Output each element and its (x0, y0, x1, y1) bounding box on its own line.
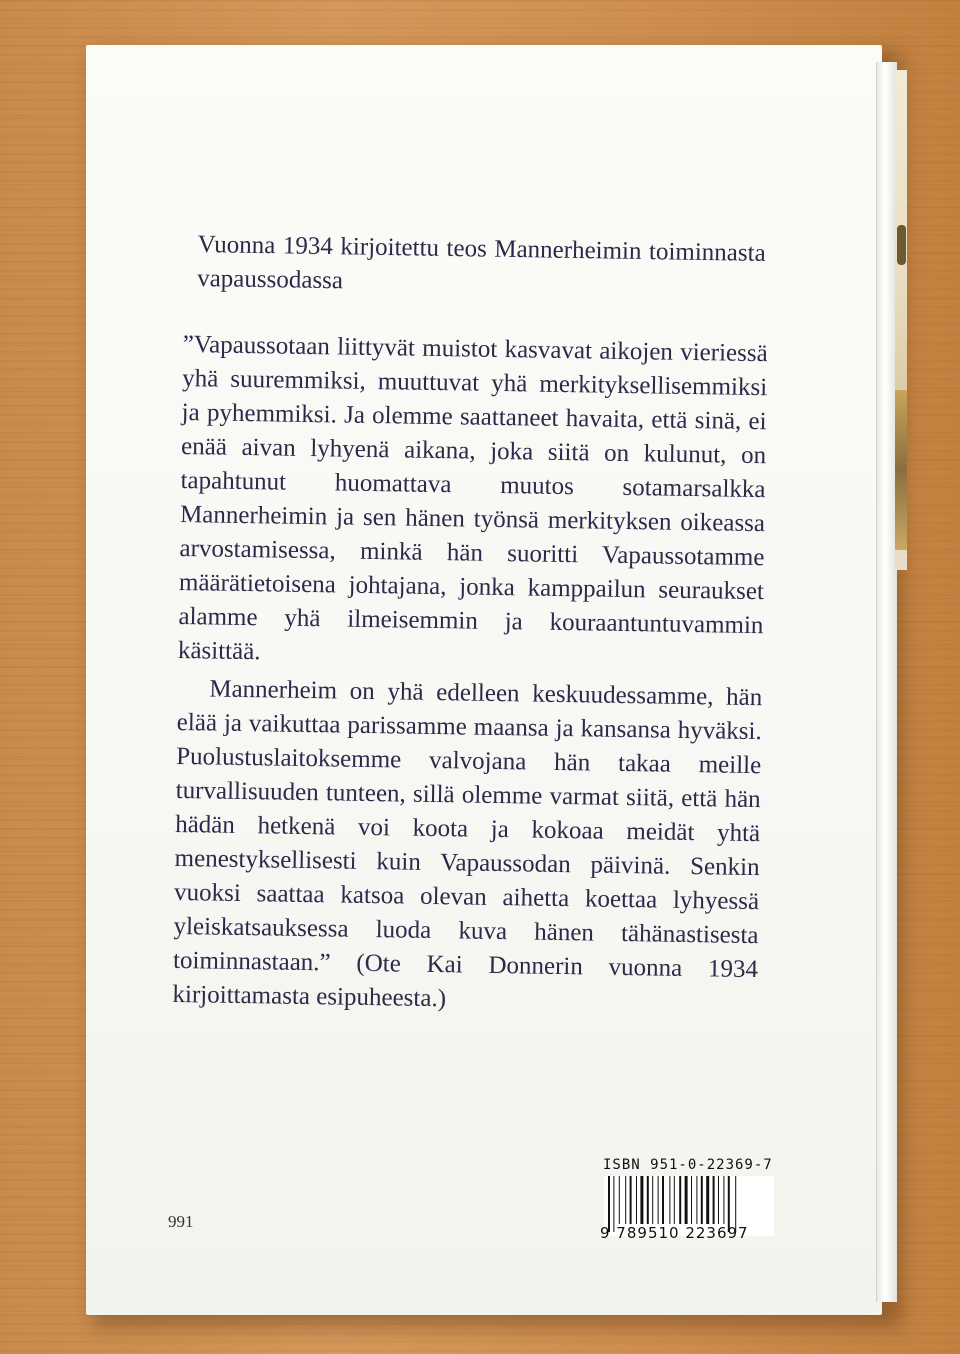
intro-text: Vuonna 1934 kirjoitettu teos Mannerheimin toiminnasta vapaussodassa (196, 230, 766, 295)
quote-block (172, 328, 768, 1021)
barcode-bar (630, 1176, 632, 1224)
barcode-bar (674, 1176, 675, 1224)
book-spine-edge (876, 62, 897, 1302)
quote-paragraph-1: ”Vapaussotaan liittyvät muistot kasvavat aikojen vieriessä yhä suuremmiksi, muuttuvat yhä merkityksellisemmiksi ja pyhemmiksi. Ja olemme saattaneet havaita, että sinä, ei enää aivan lyhyenä aikana, joka siitä on kulunut, on tapahtunut huomattava muutos sotamarsalkka Mannerheimin ja sen hänen työnsä merkityksen oikeassa arvostamisessa, minkä hän suoritti Vapaussotamme määrätietoisena johtajana, jonka kamppailun seuraukset alamme yhä ilmeisemmin ja kouraantuntuvammin käsittää. (177, 330, 768, 666)
barcode-bar (718, 1176, 719, 1224)
barcode-bar (713, 1176, 715, 1224)
barcode-bar (652, 1176, 653, 1224)
barcode-bar (619, 1176, 620, 1224)
barcode-bar (636, 1176, 637, 1224)
isbn-label: ISBN 951-0-22369-7 (603, 1157, 773, 1173)
barcode-bar (640, 1176, 643, 1224)
barcode-bar (701, 1176, 703, 1224)
barcode-bar (679, 1176, 681, 1224)
barcode-bar (706, 1176, 709, 1224)
product-code: 991 (168, 1212, 194, 1231)
quote-paragraph-2: Mannerheim on yhä edelleen keskuudessamme, hän elää ja vaikuttaa parissamme maansa ja kansansa hyväksi. Puolustuslaitoksemme valvojana hän takaa meille turvallisuuden tunteen, sillä olemme varmat siitä, että hän hädän hetkenä voi koota ja kokoaa meidät yhtä menestyksellisesti kuin Vapaussodan päivinä. Senkin vuoksi saattaa katsoa olevan aihetta koettaa lyhyessä yleiskatsauksessa luoda kuva hänen tähänastisesta toiminnastaan.” (Ote Kai Donnerin vuonna 1934 kirjoittamasta esipuheesta.) (172, 675, 763, 1013)
barcode-bar (685, 1176, 688, 1224)
barcode-bar (647, 1176, 649, 1224)
barcode-bar (658, 1176, 659, 1224)
barcode-bar (625, 1176, 626, 1224)
barcode-bar (669, 1176, 670, 1224)
spine-illustration (895, 390, 907, 550)
barcode-bar (662, 1176, 664, 1224)
spine-ornament (897, 225, 906, 265)
barcode-digits: 9 789510 223697 (600, 1224, 749, 1242)
barcode-bar (691, 1176, 692, 1224)
barcode-bar (723, 1176, 724, 1224)
barcode-bar (696, 1176, 697, 1224)
